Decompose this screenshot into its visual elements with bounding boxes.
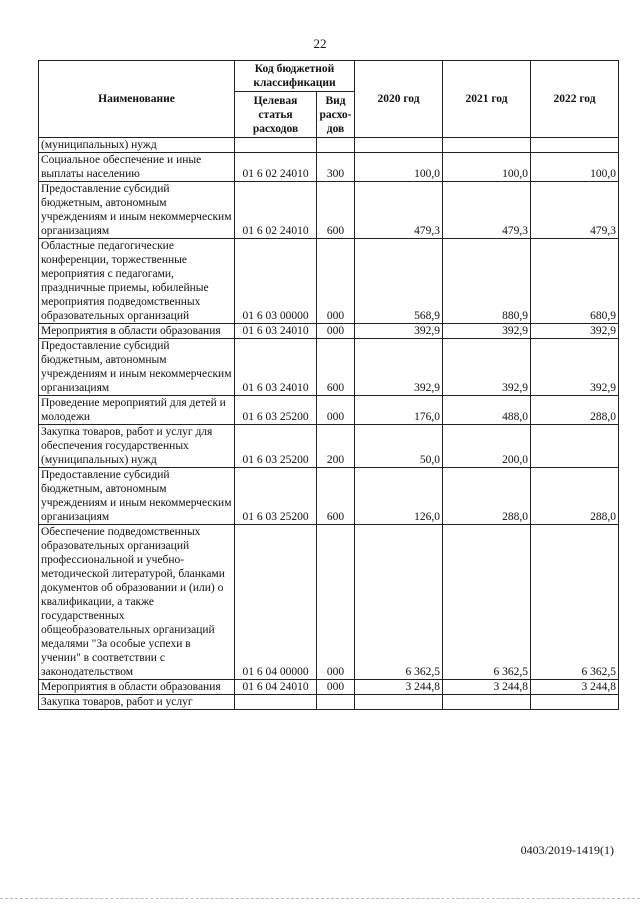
footer-code: 0403/2019-1419(1)	[520, 843, 614, 857]
row-target-cell: 01 6 03 24010	[235, 339, 317, 396]
row-kind-cell	[317, 695, 355, 710]
row-2022-cell: 392,9	[531, 324, 619, 339]
row-2020-cell: 176,0	[355, 396, 443, 425]
row-kind-cell: 600	[317, 339, 355, 396]
table-row	[39, 138, 619, 153]
row-2020-cell: 50,0	[355, 425, 443, 468]
row-name-cell: Проведение мероприятий для детей и молодежи	[39, 396, 235, 425]
row-2021-cell: 100,0	[443, 153, 531, 182]
header-kind: Вид расхо-дов	[317, 92, 355, 138]
row-target-cell: 01 6 04 24010	[235, 680, 317, 695]
header-name: Наименование	[39, 61, 235, 138]
row-target-cell: 01 6 03 25200	[235, 396, 317, 425]
row-2020-cell: 392,9	[355, 324, 443, 339]
header-target: Целевая статья расходов	[235, 92, 317, 138]
row-2021-cell: 479,3	[443, 182, 531, 239]
row-target-cell: 01 6 02 24010	[235, 182, 317, 239]
header-code-group: Код бюджетной классификации	[235, 61, 355, 92]
table-row	[39, 525, 619, 680]
table-row	[39, 153, 619, 182]
row-kind-cell: 000	[317, 239, 355, 324]
row-2020-cell: 100,0	[355, 153, 443, 182]
row-kind-cell: 600	[317, 182, 355, 239]
row-2022-cell: 288,0	[531, 396, 619, 425]
header-2022: 2022 год	[531, 61, 619, 138]
row-target-cell: 01 6 03 25200	[235, 468, 317, 525]
table-row	[39, 339, 619, 396]
row-2021-cell: 392,9	[443, 324, 531, 339]
row-name-cell: Областные педагогические конференции, торжественные мероприятия с педагогами, праздничные приемы, юбилейные мероприятия подведомственных образовательных организаций	[39, 239, 235, 324]
row-target-cell: 01 6 04 00000	[235, 525, 317, 680]
header-2020: 2020 год	[355, 61, 443, 138]
row-2021-cell	[443, 138, 531, 153]
row-2020-cell	[355, 138, 443, 153]
table-row	[39, 396, 619, 425]
row-name-cell: Предоставление субсидий бюджетным, автономным учреждениям и иным некоммерческим организациям	[39, 182, 235, 239]
row-2020-cell: 568,9	[355, 239, 443, 324]
row-2021-cell: 488,0	[443, 396, 531, 425]
row-2021-cell: 200,0	[443, 425, 531, 468]
row-2022-cell: 479,3	[531, 182, 619, 239]
row-name-cell: Закупка товаров, работ и услуг для обеспечения государственных (муниципальных) нужд	[39, 425, 235, 468]
row-2022-cell: 392,9	[531, 339, 619, 396]
row-kind-cell	[317, 138, 355, 153]
row-target-cell: 01 6 02 24010	[235, 153, 317, 182]
row-2020-cell	[355, 695, 443, 710]
row-name-cell: Мероприятия в области образования	[39, 324, 235, 339]
row-name-cell: Социальное обеспечение и иные выплаты населению	[39, 153, 235, 182]
page-number: 22	[313, 36, 327, 51]
table-row	[39, 680, 619, 695]
row-2020-cell: 3 244,8	[355, 680, 443, 695]
row-2020-cell: 392,9	[355, 339, 443, 396]
row-2020-cell: 6 362,5	[355, 525, 443, 680]
row-2021-cell: 3 244,8	[443, 680, 531, 695]
row-2021-cell: 392,9	[443, 339, 531, 396]
row-kind-cell: 600	[317, 468, 355, 525]
row-2021-cell: 880,9	[443, 239, 531, 324]
budget-table	[38, 60, 619, 710]
row-name-cell: Предоставление субсидий бюджетным, автономным учреждениям и иным некоммерческим организациям	[39, 339, 235, 396]
row-2021-cell: 6 362,5	[443, 525, 531, 680]
row-kind-cell: 000	[317, 324, 355, 339]
row-2022-cell: 3 244,8	[531, 680, 619, 695]
row-2022-cell: 680,9	[531, 239, 619, 324]
row-kind-cell: 000	[317, 525, 355, 680]
row-kind-cell: 000	[317, 680, 355, 695]
header-2021: 2021 год	[443, 61, 531, 138]
row-2022-cell	[531, 425, 619, 468]
row-name-cell: Предоставление субсидий бюджетным, автономным учреждениям и иным некоммерческим организациям	[39, 468, 235, 525]
row-2020-cell: 126,0	[355, 468, 443, 525]
row-2022-cell	[531, 138, 619, 153]
row-name-cell: Обеспечение подведомственных образовательных организаций профессиональной и учебно-методической литературой, бланками документов об образовании и (или) о квалификации, а также государственных общеобразовательных организаций медалями "За особые успехи в учении" в соответствии с законодательством	[39, 525, 235, 680]
table-row	[39, 324, 619, 339]
table-row	[39, 425, 619, 468]
row-2022-cell	[531, 695, 619, 710]
row-target-cell: 01 6 03 00000	[235, 239, 317, 324]
row-2021-cell: 288,0	[443, 468, 531, 525]
table-row	[39, 468, 619, 525]
table-row	[39, 239, 619, 324]
row-target-cell: 01 6 03 24010	[235, 324, 317, 339]
row-2020-cell: 479,3	[355, 182, 443, 239]
row-target-cell	[235, 695, 317, 710]
row-kind-cell: 200	[317, 425, 355, 468]
row-target-cell: 01 6 03 25200	[235, 425, 317, 468]
table-row	[39, 182, 619, 239]
table-row	[39, 695, 619, 710]
row-target-cell	[235, 138, 317, 153]
scan-edge-line	[0, 898, 640, 899]
row-2022-cell: 6 362,5	[531, 525, 619, 680]
row-2021-cell	[443, 695, 531, 710]
row-kind-cell: 300	[317, 153, 355, 182]
row-name-cell: Мероприятия в области образования	[39, 680, 235, 695]
table-body	[39, 138, 619, 710]
row-name-cell: Закупка товаров, работ и услуг	[39, 695, 235, 710]
row-2022-cell: 288,0	[531, 468, 619, 525]
row-2022-cell: 100,0	[531, 153, 619, 182]
row-name-cell: (муниципальных) нужд	[39, 138, 235, 153]
row-kind-cell: 000	[317, 396, 355, 425]
